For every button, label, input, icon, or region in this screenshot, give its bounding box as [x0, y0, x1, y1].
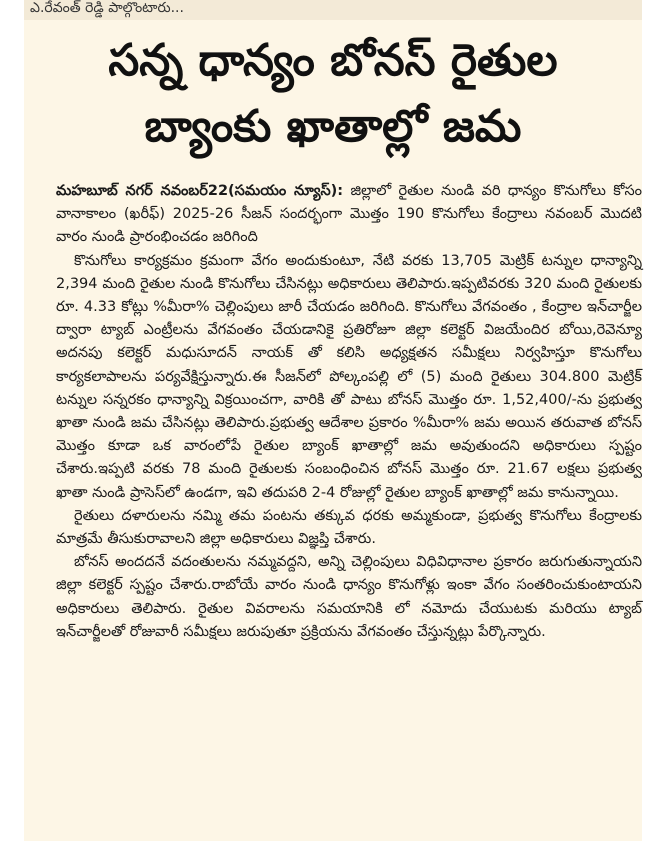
article-paragraph-1 — [56, 180, 642, 250]
previous-article-strip — [24, 0, 642, 20]
headline-line-2: బ్యాంకు ఖాతాల్లో జమ — [144, 101, 522, 152]
headline-line-1: సన్న ధాన్యం బోనస్ రైతుల — [108, 35, 558, 86]
article-body — [56, 180, 642, 644]
article-paragraph-4: బోనస్ అందదనే వదంతులను నమ్మవద్దని, అన్ని చెల్లింపులు విధివిధానాల ప్రకారం జరుగుతున్నాయని జిల్లా కలెక్టర్ స్పష్టం చేశారు.రాబోయే వారం నుండి ధాన్యం కొనుగోళ్లు ఇంకా వేగం సంతరించుకుంటాయని అధికారులు తెలిపారు. రైతుల వివరాలను సమయానికి లో నమోదు చేయుటకు మరియు ట్యాబ్ ఇన్‌చార్జీలతో రోజువారీ సమీక్షలు జరుపుతూ ప్రక్రియను వేగవంతం చేస్తున్నట్లు పేర్కొన్నారు. — [56, 554, 642, 640]
article-paragraph-3: రైతులు దళారులను నమ్మి తమ పంటను తక్కువ ధరకు అమ్మకుండా, ప్రభుత్వ కొనుగోలు కేంద్రాలకు మాత్రమే తీసుకురావాలని జిల్లా అధికారులు విజ్ఞప్తి చేశారు. — [56, 507, 642, 548]
article-paragraph-2: కొనుగోలు కార్యక్రమం క్రమంగా వేగం అందుకుంటూ, నేటి వరకు 13,705 మెట్రిక్ టన్నుల ధాన్యాన్ని 2,394 మంది రైతుల నుండి కొనుగోలు చేసినట్లు అధికారులు తెలిపారు.ఇప్పటివరకు 320 మంది రైతులకు రూ. 4.33 కోట్లు %మీరా% చెల్లింపులు జారీ చేయడం జరిగింది. కొనుగోలు వేగవంతం , కేంద్రాల ఇన్‌చార్జీల ద్వారా ట్యాబ్ ఎంట్రీలను వేగవంతం చేయడానికై ప్రతిరోజూ జిల్లా కలెక్టర్ విజయేందిర బోయి,రెవెన్యూ అదనపు కలెక్టర్ మధుసూదన్ నాయక్ తో కలిసి అధ్యక్షతన సమీక్షలు నిర్వహిస్తూ కొనుగోలు కార్యకలాపాలను పర్యవేక్షిస్తున్నారు.ఈ సీజన్‌లో పోల్కంపల్లి లో (5) మంది రైతులు 304.800 మెట్రిక్ టన్నుల సన్నరకం ధాన్యాన్ని విక్రయించగా, వారికి తో పాటు బోనస్ మొత్తం రూ. 1,52,400/-ను ప్రభుత్వ ఖాతా నుండి జమ చేసినట్లు తెలిపారు.ప్రభుత్వ ఆదేశాల ప్రకారం %మీరా% జమ అయిన తరువాత బోనస్ మొత్తం కూడా ఒక వారంలోపే రైతుల బ్యాంక్ ఖాతాల్లో జమ అవుతుందని అధికారులు స్పష్టం చేశారు.ఇప్పటి వరకు 78 మంది రైతులకు సంబంధించిన బోనస్ మొత్తం రూ. 21.67 లక్షలు ప్రభుత్వ ఖాతా నుండి ప్రాసెస్‌లో ఉండగా, ఇవి తదుపరి 2-4 రోజుల్లో రైతుల బ్యాంక్ ఖాతాల్లో జమ కానున్నాయి. — [56, 252, 642, 501]
newspaper-page — [24, 0, 642, 841]
dateline: మహబూబ్ నగర్ నవంబర్22(సమయం న్యూస్): — [56, 183, 344, 199]
headline — [24, 28, 642, 160]
paragraph-1-text: జిల్లాలో రైతుల నుండి వరి ధాన్యం కొనుగోలు కోసం వానాకాలం (ఖరీఫ్) 2025-26 సీజన్ సందర్భంగా మొత్తం 190 కొనుగోలు కేంద్రాలు నవంబర్ మొదటి వారం నుండి ప్రారంభించడం జరిగింది — [56, 183, 643, 246]
previous-article-tail: ఎ.రేవంత్ రెడ్డి పాల్గొంటారు... — [30, 0, 184, 16]
